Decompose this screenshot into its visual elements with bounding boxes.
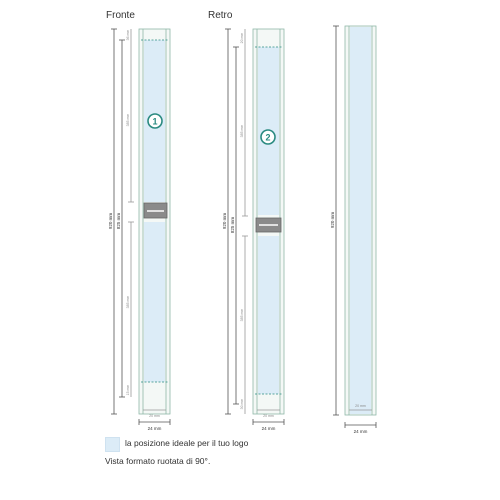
front-total-label: 920 mm xyxy=(108,212,113,230)
back-seg-upper-label: 385 mm xyxy=(240,124,244,138)
back-seg-lower-label: 385 mm xyxy=(240,308,244,322)
front-logo-area-bottom xyxy=(144,222,165,382)
front-view-title: Fronte xyxy=(106,10,135,21)
front-seg-top-label: 36 mm xyxy=(126,29,130,41)
back-badge-number: 2 xyxy=(265,132,271,143)
back-seg-top-label: 20 mm xyxy=(240,32,244,44)
front-seg-upper-label: 385 mm xyxy=(126,113,130,127)
back-view-title: Retro xyxy=(208,10,233,21)
rotation-note: Vista formato ruotata di 90°. xyxy=(105,456,211,466)
front-outer-width-label: 24 mm xyxy=(147,426,162,431)
back-inner-width-label: 20 mm xyxy=(263,414,274,418)
front-seg-lower-label: 385 mm xyxy=(126,295,130,309)
rotated-total-label: 920 mm xyxy=(330,211,335,229)
front-inner-label: 825 mm xyxy=(116,212,121,230)
front-seg-bottom-label: 15 mm xyxy=(126,384,130,396)
front-clip-slot xyxy=(147,210,164,212)
rotated-outer-width-label: 24 mm xyxy=(353,429,368,434)
rotated-logo-area xyxy=(350,27,371,414)
back-inner-label: 825 mm xyxy=(230,216,235,234)
back-total-label: 920 mm xyxy=(222,212,227,230)
legend-text: la posizione ideale per il tuo logo xyxy=(125,438,249,448)
rotated-inner-width-label: 20 mm xyxy=(355,404,366,408)
back-outer-width-label: 24 mm xyxy=(261,426,276,431)
back-clip-slot xyxy=(259,224,278,226)
front-badge-number: 1 xyxy=(152,116,158,127)
front-inner-width-label: 20 mm xyxy=(149,414,160,418)
legend-swatch xyxy=(105,437,120,452)
back-seg-bottom-label: 30 mm xyxy=(240,398,244,410)
rotated-view xyxy=(333,26,376,428)
back-logo-area-bottom xyxy=(258,236,279,394)
